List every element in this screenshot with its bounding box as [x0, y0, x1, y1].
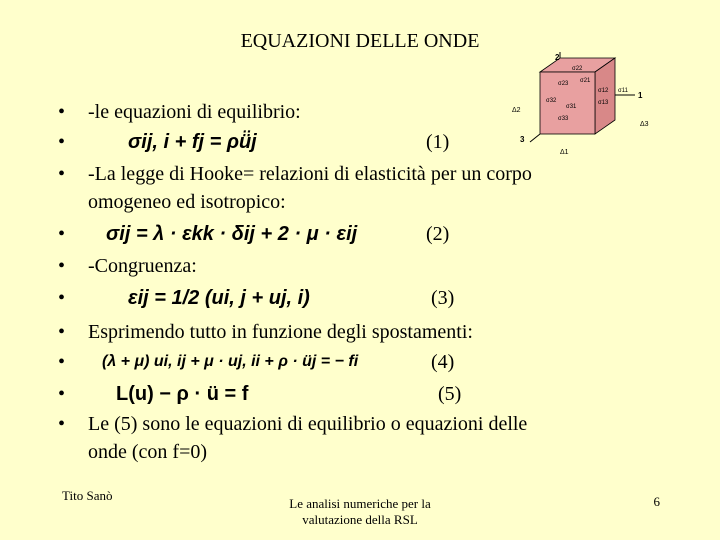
equation-4: (λ + μ) ui, ij + μ · uj, ii + ρ · üj = − fi [102, 353, 359, 370]
sigma21-label: σ21 [580, 78, 591, 84]
sigma13-label: σ13 [598, 100, 609, 106]
bullet-text-5: -Congruenza: [88, 255, 197, 277]
sigma32-label: σ32 [546, 98, 557, 104]
bullet-text-1: -le equazioni di equilibrio: [88, 101, 301, 123]
equation-number-1: (1) [426, 131, 450, 153]
bullet-dot: • [58, 163, 66, 185]
equation-number-3: (3) [431, 287, 455, 309]
sigma11-label: σ11 [618, 88, 628, 94]
bullet-text-3: -La legge di Hooke= relazioni di elasticità per un corpo [88, 163, 532, 185]
axis-3-label: 3 [520, 135, 525, 144]
delta2-label: Δ2 [512, 107, 521, 114]
bullet-dot: • [58, 351, 66, 373]
stress-cube-diagram [500, 50, 660, 160]
equation-5: L(u) − ρ · ü = f [116, 383, 249, 405]
bullet-text-7: Esprimendo tutto in funzione degli spostamenti: [88, 321, 473, 343]
delta3-label: Δ3 [640, 121, 649, 128]
bullet-dot: • [58, 383, 66, 405]
bullet-dot: • [58, 413, 66, 435]
footer-center [270, 496, 450, 528]
equation-number-4: (4) [431, 351, 455, 373]
sigma23-label: σ23 [558, 81, 569, 87]
equation-number-5: (5) [438, 383, 462, 405]
bullet-text-3b: omogeneo ed isotropico: [88, 191, 286, 213]
axis-2-label: 2 [555, 53, 560, 62]
bullet-dot: • [58, 223, 66, 245]
equation-2: σij = λ · εkk · δij + 2 · μ · εij [106, 223, 358, 245]
equation-1: σij, i + fj = ρü̈j [128, 131, 257, 153]
bullet-dot: • [58, 255, 66, 277]
bullet-text-10b: onde (con f=0) [88, 441, 208, 463]
slide-title: EQUAZIONI DELLE ONDE [240, 30, 480, 52]
equation-3: εij = 1/2 (ui, j + uj, i) [128, 287, 310, 309]
bullet-dot: • [58, 287, 66, 309]
sigma22-label: σ22 [572, 66, 583, 72]
bullet-text-10: Le (5) sono le equazioni di equilibrio o equazioni delle [88, 413, 528, 435]
delta1-label: Δ1 [560, 149, 569, 156]
footer-author: Tito Sanò [62, 488, 113, 503]
bullet-dot: • [58, 321, 66, 343]
axis-1-label: 1 [638, 91, 643, 100]
page-number: 6 [653, 494, 660, 509]
sigma33-label: σ33 [558, 116, 569, 122]
bullet-dot: • [58, 131, 66, 153]
footer-center-line-1: Le analisi numeriche per la [289, 496, 431, 511]
footer-center-line-2: valutazione della RSL [302, 512, 418, 527]
bullet-dot: • [58, 101, 66, 123]
equation-number-2: (2) [426, 223, 450, 245]
sigma12-label: σ12 [598, 88, 609, 94]
sigma31-label: σ31 [566, 104, 577, 110]
